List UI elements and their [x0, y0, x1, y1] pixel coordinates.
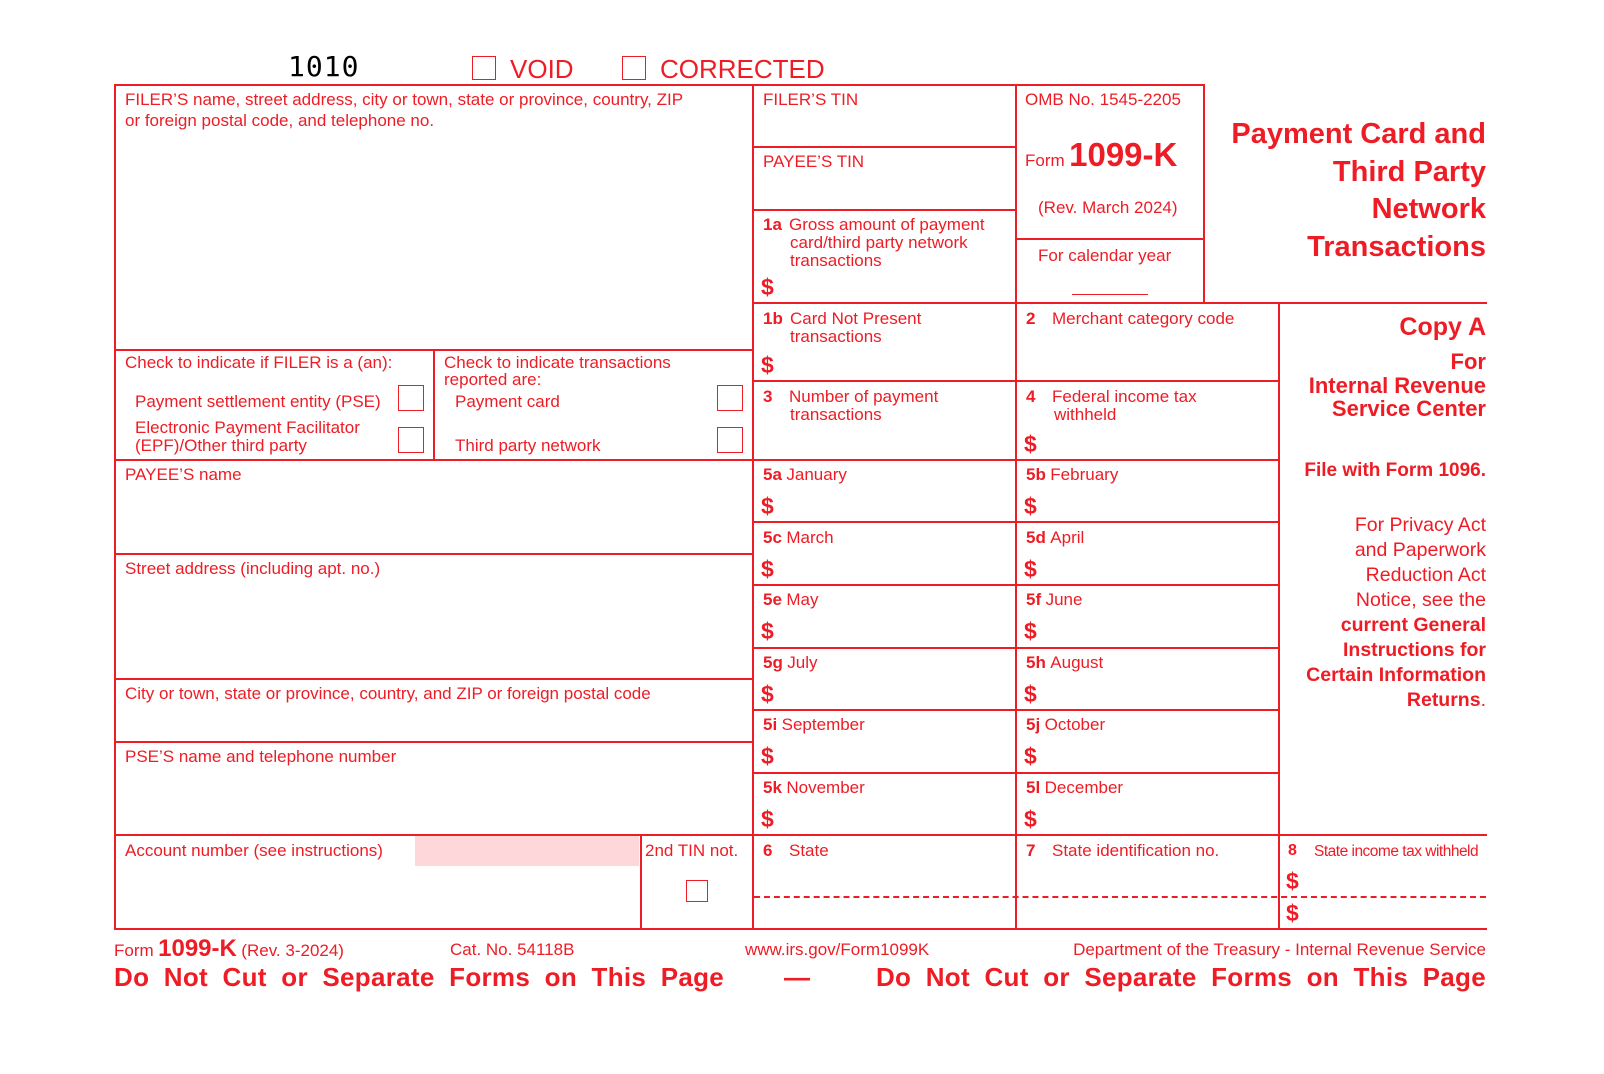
form-number: 1099-K [1069, 136, 1178, 173]
month-name: April [1050, 528, 1085, 547]
month-name: November [786, 778, 865, 797]
box-1b-line: Card Not Present [790, 309, 922, 328]
box-3-field[interactable] [756, 426, 1012, 456]
instructions-line: current General [1340, 614, 1486, 636]
month-cell [763, 591, 819, 610]
footer-form-word: Form [114, 941, 154, 960]
month-cell [763, 654, 818, 673]
pse-label: Payment settlement entity (PSE) [135, 392, 381, 411]
state-field-2[interactable] [756, 899, 1012, 926]
do-not-cut-left: Do Not Cut or Separate Forms on This Page [114, 962, 725, 992]
period: . [1480, 689, 1486, 711]
dollar-sign: $ [1024, 681, 1037, 707]
privacy-block [1280, 513, 1486, 713]
state-field-1[interactable] [756, 866, 1012, 894]
do-not-cut-right: Do Not Cut or Separate Forms on This Page [875, 962, 1486, 992]
calendar-year-field[interactable] [1072, 294, 1148, 295]
box-1a-line: card/third party network [790, 233, 968, 252]
month-5b-field[interactable] [1044, 490, 1275, 518]
calendar-year-label: For calendar year [1038, 246, 1172, 265]
second-tin-checkbox[interactable] [686, 880, 708, 902]
privacy-line: and Paperwork [1354, 539, 1486, 561]
month-num: 5l [1026, 778, 1041, 797]
box-4-num: 4 [1026, 387, 1036, 406]
month-num: 5a [763, 465, 782, 484]
pse-name-field[interactable] [118, 770, 750, 832]
month-5g-field[interactable] [780, 678, 1012, 706]
box-6-num: 6 [763, 841, 773, 860]
epf-label-line2: (EPF)/Other third party [135, 436, 307, 455]
box-3-num: 3 [763, 387, 773, 406]
payee-tin-field[interactable] [756, 174, 1012, 207]
month-5l-field[interactable] [1044, 803, 1275, 831]
dollar-sign: $ [761, 743, 774, 769]
box-2-num: 2 [1026, 309, 1036, 328]
month-num: 5h [1026, 653, 1046, 672]
instructions-line: Returns [1406, 689, 1481, 711]
month-name: December [1044, 778, 1124, 797]
dollar-sign: $ [761, 618, 774, 644]
dollar-sign: $ [1024, 743, 1037, 769]
box-1a-field[interactable] [780, 272, 1012, 300]
box-3-line: transactions [790, 405, 882, 424]
month-name: July [787, 653, 818, 672]
footer-url: www.irs.gov/Form1099K [745, 940, 930, 959]
month-num: 5c [763, 528, 782, 547]
month-name: September [781, 715, 865, 734]
box-1a-num: 1a [763, 215, 782, 234]
filer-tin-field[interactable] [756, 112, 1012, 144]
dollar-sign: $ [1024, 493, 1037, 519]
month-num: 5i [763, 715, 778, 734]
month-num: 5b [1026, 465, 1046, 484]
dollar-sign: $ [761, 274, 774, 300]
month-num: 5g [763, 653, 783, 672]
state-id-field-1[interactable] [1020, 866, 1275, 894]
payee-name-field[interactable] [118, 488, 750, 550]
street-label: Street address (including apt. no.) [125, 559, 381, 578]
month-cell [763, 466, 847, 485]
instructions-line: Instructions for [1342, 639, 1486, 661]
box-6-label: State [789, 841, 829, 860]
month-name: February [1050, 465, 1119, 484]
month-5e-field[interactable] [780, 615, 1012, 643]
box-4-field[interactable] [1044, 428, 1275, 456]
void-label: VOID [510, 54, 574, 84]
footer-rev: (Rev. 3-2024) [241, 941, 344, 960]
dollar-sign: $ [761, 806, 774, 832]
month-cell [1026, 779, 1123, 798]
filer-tin-label: FILER’S TIN [763, 90, 859, 109]
city-label: City or town, state or province, country, and ZIP or foreign postal code [125, 684, 651, 703]
third-party-label: Third party network [455, 436, 601, 455]
omb-number: OMB No. 1545-2205 [1025, 90, 1181, 109]
account-shaded-area [415, 836, 639, 866]
month-name: October [1044, 715, 1106, 734]
month-5d-field[interactable] [1044, 553, 1275, 581]
box-4-line: Federal income tax [1052, 387, 1197, 406]
third-party-checkbox[interactable] [717, 427, 743, 453]
month-cell [763, 779, 865, 798]
box-1b-num: 1b [763, 309, 783, 328]
dollar-sign: $ [761, 556, 774, 582]
month-cell [1026, 716, 1105, 735]
form-title-block [1025, 136, 1177, 174]
month-name: March [786, 528, 834, 547]
month-num: 5f [1026, 590, 1042, 609]
account-label: Account number (see instructions) [125, 841, 383, 860]
month-name: August [1050, 653, 1104, 672]
title-line: Network [1371, 193, 1486, 225]
privacy-line: Notice, see the [1355, 589, 1486, 611]
for-line: For [1450, 349, 1486, 374]
box-1a-line: Gross amount of payment [789, 215, 985, 234]
epf-checkbox[interactable] [398, 427, 424, 453]
filer-name-field[interactable] [118, 135, 750, 345]
city-field[interactable] [118, 706, 750, 738]
month-num: 5j [1026, 715, 1041, 734]
dollar-sign: $ [1286, 868, 1299, 894]
instructions-line-last [1280, 688, 1486, 713]
month-cell [1026, 591, 1082, 610]
month-num: 5d [1026, 528, 1046, 547]
month-cell [763, 716, 865, 735]
box-8-num: 8 [1288, 842, 1297, 859]
month-5f-field[interactable] [1044, 615, 1275, 643]
month-5i-field[interactable] [780, 740, 1012, 768]
dollar-sign: $ [1024, 806, 1037, 832]
for-line: Internal Revenue [1308, 372, 1486, 398]
dollar-sign: $ [1024, 431, 1037, 457]
box-7-label: State identification no. [1052, 841, 1220, 860]
state-tax-field-1[interactable] [1304, 866, 1484, 894]
privacy-line: For Privacy Act [1354, 514, 1486, 536]
pse-checkbox[interactable] [398, 385, 424, 411]
month-5j-field[interactable] [1044, 740, 1275, 768]
box-3-line: Number of payment [789, 387, 939, 406]
month-name: June [1045, 590, 1083, 609]
void-checkbox[interactable] [472, 56, 496, 80]
filer-check-title: Check to indicate if FILER is a (an): [125, 353, 393, 372]
dollar-sign: $ [761, 493, 774, 519]
box-4-line: withheld [1054, 405, 1117, 424]
revision: (Rev. March 2024) [1038, 198, 1178, 217]
corrected-label: CORRECTED [660, 54, 825, 84]
state-id-field-2[interactable] [1020, 899, 1275, 926]
privacy-line: Reduction Act [1365, 564, 1486, 586]
account-field[interactable] [118, 868, 638, 926]
box-7-num: 7 [1026, 841, 1036, 860]
for-line: Service Center [1331, 396, 1486, 421]
month-cell [1026, 529, 1084, 548]
copy-a-label: Copy A [1399, 313, 1486, 341]
box-2-label: Merchant category code [1052, 309, 1235, 328]
payee-name-label: PAYEE’S name [125, 465, 242, 484]
form-word: Form [1025, 151, 1065, 170]
form-title [1210, 116, 1486, 266]
state-tax-field-2[interactable] [1304, 899, 1484, 926]
title-line: Payment Card and [1231, 118, 1486, 150]
filer-label-line2: or foreign postal code, and telephone no. [125, 111, 435, 130]
month-5k-field[interactable] [780, 803, 1012, 831]
footer-cat: Cat. No. 54118B [450, 940, 575, 959]
dollar-sign: $ [1024, 618, 1037, 644]
file-with: File with Form 1096. [1304, 460, 1486, 481]
street-field[interactable] [118, 582, 750, 675]
box-1a-line: transactions [790, 251, 882, 270]
dollar-sign: $ [761, 352, 774, 378]
payment-card-label: Payment card [455, 392, 560, 411]
month-cell [1026, 466, 1118, 485]
month-5c-field[interactable] [780, 553, 1012, 581]
month-cell [1026, 654, 1103, 673]
for-irs-block [1280, 350, 1486, 421]
box-8-label: State income tax withheld [1314, 843, 1479, 860]
month-num: 5e [763, 590, 782, 609]
instructions-line: Certain Information [1306, 664, 1486, 686]
corrected-checkbox[interactable] [622, 56, 646, 80]
epf-label-line1: Electronic Payment Facilitator [135, 418, 360, 437]
txn-check-title-line2: reported are: [444, 370, 542, 389]
month-name: January [786, 465, 847, 484]
month-num: 5k [763, 778, 782, 797]
txn-check-title-line1: Check to indicate transactions [444, 353, 671, 372]
month-cell [763, 529, 834, 548]
filer-label-line1: FILER’S name, street address, city or town, state or province, country, ZIP [125, 90, 684, 109]
title-line: Transactions [1307, 230, 1486, 263]
title-line: Third Party [1332, 155, 1486, 188]
month-name: May [786, 590, 819, 609]
footer-form-number: 1099-K [158, 935, 237, 962]
dollar-sign: $ [1286, 900, 1299, 926]
form-id-code: 1010 [288, 50, 360, 83]
footer-form [114, 935, 344, 963]
month-5h-field[interactable] [1044, 678, 1275, 706]
second-tin-label: 2nd TIN not. [645, 841, 739, 860]
box-2-field[interactable] [1020, 332, 1275, 378]
dollar-sign: $ [1024, 556, 1037, 582]
payee-tin-label: PAYEE’S TIN [763, 152, 865, 171]
month-5a-field[interactable] [780, 490, 1012, 518]
dollar-sign: $ [761, 681, 774, 707]
pse-name-label: PSE’S name and telephone number [125, 747, 397, 766]
payment-card-checkbox[interactable] [717, 385, 743, 411]
footer-dash: — [784, 962, 810, 992]
box-1b-field[interactable] [780, 350, 1012, 378]
box-1b-line: transactions [790, 327, 882, 346]
footer-dept: Department of the Treasury - Internal Revenue Service [1073, 940, 1486, 959]
